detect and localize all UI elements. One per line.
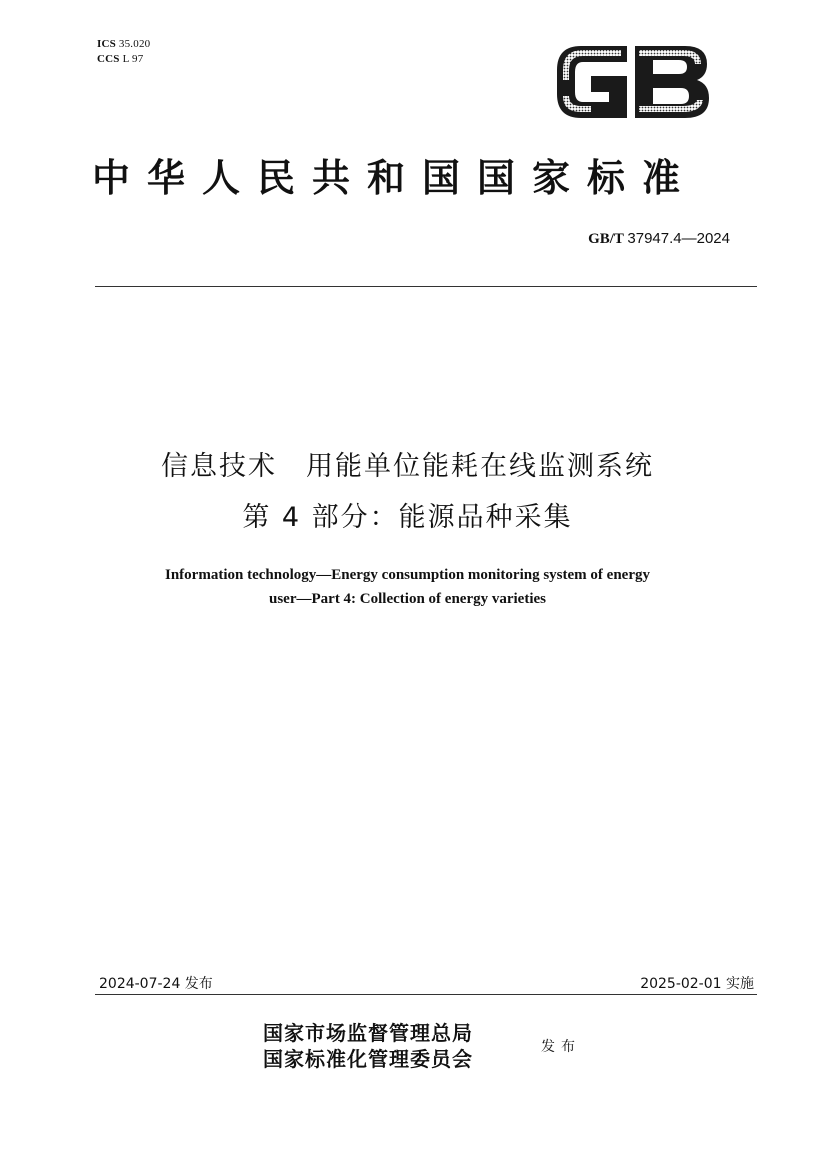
english-title-line-1: Information technology—Energy consumption monitoring system of energy (165, 567, 650, 583)
ccs-label: CCS (97, 53, 120, 65)
chinese-title-line-1: 信息技术 用能单位能耗在线监测系统 (161, 451, 654, 482)
gb-logo-icon (551, 40, 715, 124)
bottom-divider (95, 994, 757, 995)
ccs-code (97, 52, 150, 67)
ics-value: 35.020 (118, 38, 151, 50)
ics-code (97, 37, 150, 52)
implement-date: 2025-02-01 实施 (640, 976, 754, 992)
ccs-value: L 97 (122, 53, 144, 65)
classification-codes (97, 37, 150, 67)
issue-label: 发布 (541, 1039, 581, 1055)
issuing-authorities (263, 1020, 473, 1072)
standard-number-value: 37947.4—2024 (627, 230, 730, 247)
issuer-samr: 国家市场监督管理总局 (263, 1021, 473, 1045)
standard-number-prefix: GB/T (588, 231, 624, 247)
standard-number (588, 230, 730, 248)
top-divider (95, 286, 757, 287)
publish-date: 2024-07-24 发布 (99, 976, 213, 992)
standard-type-heading: 中华人民共和国国家标准 (92, 155, 698, 200)
english-title-line-2: user—Part 4: Collection of energy varieties (269, 591, 546, 607)
ics-label: ICS (97, 38, 116, 50)
issuer-sac: 国家标准化管理委员会 (263, 1047, 473, 1071)
chinese-title-line-2: 第 4 部分：能源品种采集 (242, 502, 573, 533)
